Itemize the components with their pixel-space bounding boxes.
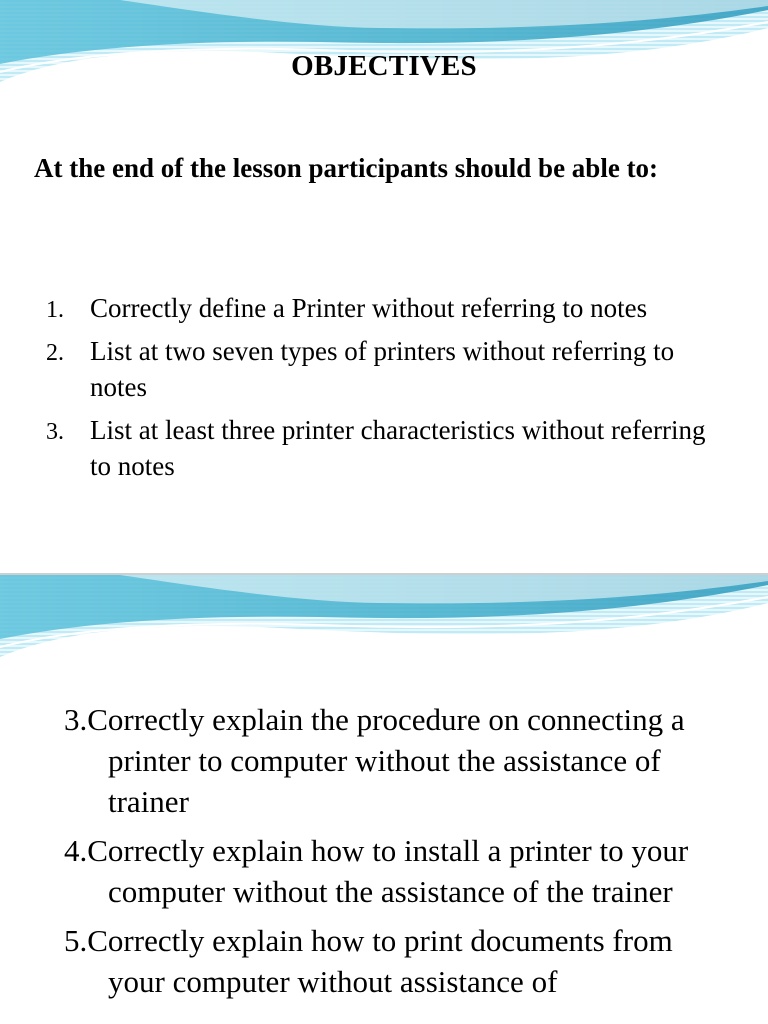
list-item: 5.Correctly explain how to print documents from your computer without assistance of (64, 923, 673, 999)
page-title: OBJECTIVES (291, 50, 477, 82)
list-item-number: 3. (46, 419, 64, 445)
list-item-text: List at two seven types of printers without referring to notes (90, 336, 675, 402)
list-item (0, 290, 730, 326)
header-wave-decoration (0, 575, 768, 665)
list-item-text: Correctly define a Printer without referring to notes (90, 293, 648, 323)
intro-text: At the end of the lesson participants should be able to: (34, 153, 659, 183)
list-item: 3.Correctly explain the procedure on connecting a printer to computer without the assistance of trainer (64, 702, 685, 819)
slide-objectives-continued (0, 575, 768, 1024)
list-item-number: 2. (46, 340, 64, 366)
objectives-list-continued (64, 699, 734, 1010)
list-item-text: List at least three printer characteristics without referring to notes (90, 415, 706, 481)
list-item (0, 412, 730, 484)
list-item (0, 333, 730, 405)
list-item-number: 1. (46, 297, 64, 323)
list-item: 4.Correctly explain how to install a printer to your computer without the assistance of the trainer (64, 833, 689, 909)
objectives-list (0, 290, 730, 491)
